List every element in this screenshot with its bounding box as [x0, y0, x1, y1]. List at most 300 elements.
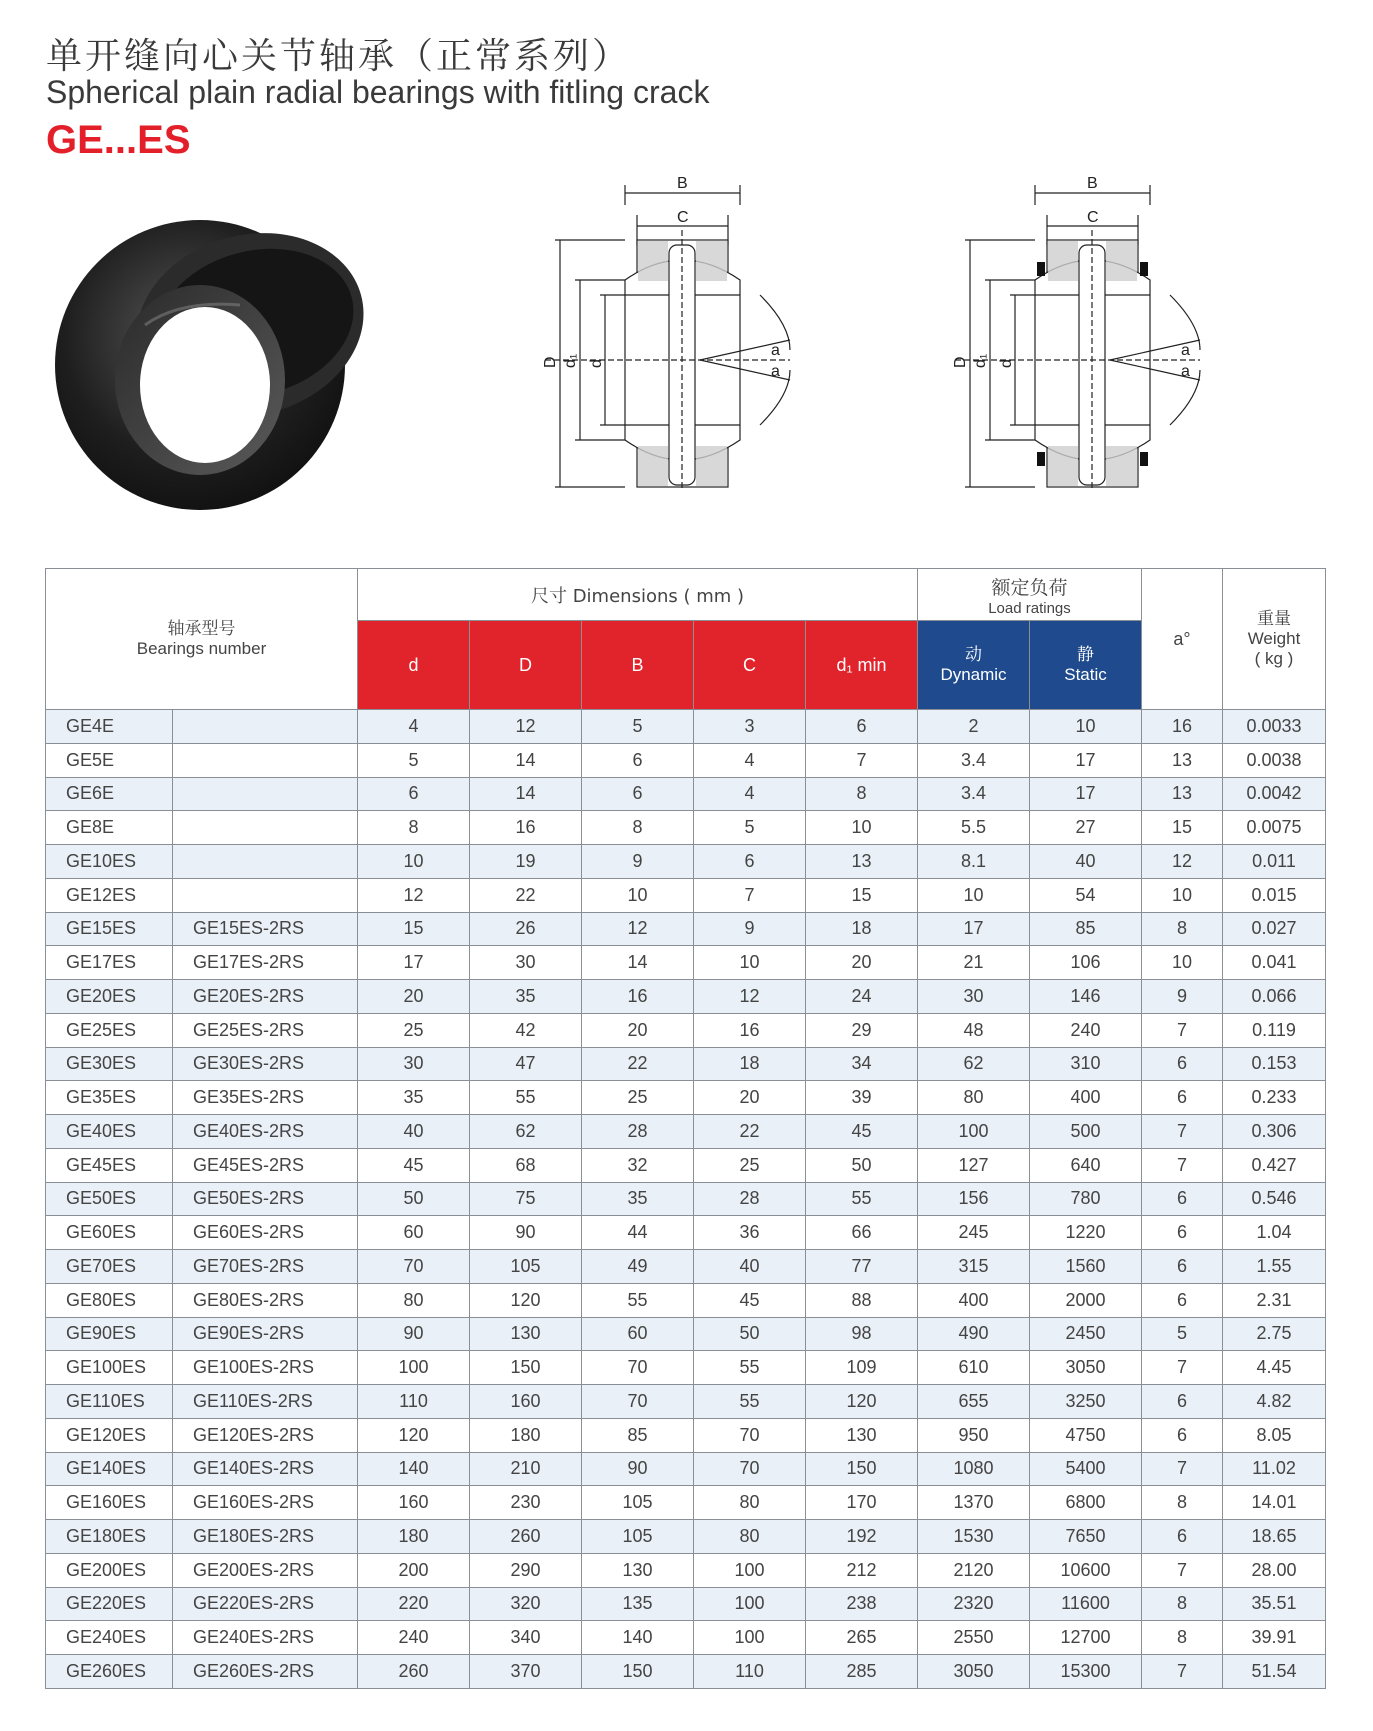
- cell-angle: 9: [1142, 980, 1223, 1014]
- table-row: [46, 710, 1326, 744]
- table-row: [46, 1250, 1326, 1284]
- cell-bearing-number: GE260ES: [46, 1655, 173, 1689]
- load-ratings-header: [918, 569, 1142, 621]
- table-row: [46, 980, 1326, 1014]
- cell-dynamic-load: 3.4: [918, 777, 1030, 811]
- cell-angle: 7: [1142, 1553, 1223, 1587]
- cell-dynamic-load: 17: [918, 912, 1030, 946]
- cell-D: 42: [470, 1013, 582, 1047]
- cell-D: 14: [470, 743, 582, 777]
- cell-C: 7: [694, 878, 806, 912]
- cell-d: 6: [358, 777, 470, 811]
- cell-bearing-number: GE20ES: [46, 980, 173, 1014]
- cell-angle: 6: [1142, 1182, 1223, 1216]
- cell-D: 210: [470, 1452, 582, 1486]
- cell-static-load: 400: [1030, 1081, 1142, 1115]
- cell-bearing-number: GE100ES: [46, 1351, 173, 1385]
- cell-weight: 8.05: [1223, 1418, 1326, 1452]
- cell-bearing-number: GE35ES: [46, 1081, 173, 1115]
- cell-angle: 15: [1142, 811, 1223, 845]
- table-row: [46, 1182, 1326, 1216]
- cell-C: 40: [694, 1250, 806, 1284]
- cell-D: 180: [470, 1418, 582, 1452]
- cell-D: 22: [470, 878, 582, 912]
- cell-d1-min: 29: [806, 1013, 918, 1047]
- cell-C: 5: [694, 811, 806, 845]
- cell-dynamic-load: 315: [918, 1250, 1030, 1284]
- cell-D: 320: [470, 1587, 582, 1621]
- cell-static-load: 7650: [1030, 1520, 1142, 1554]
- cell-C: 9: [694, 912, 806, 946]
- cell-C: 22: [694, 1115, 806, 1149]
- cell-bearing-number-2rs: GE70ES-2RS: [173, 1250, 358, 1284]
- cell-weight: 14.01: [1223, 1486, 1326, 1520]
- cell-D: 16: [470, 811, 582, 845]
- cell-d1-min: 120: [806, 1385, 918, 1419]
- cell-weight: 0.119: [1223, 1013, 1326, 1047]
- table-row: [46, 743, 1326, 777]
- cell-C: 18: [694, 1047, 806, 1081]
- static-cn: 静: [1077, 645, 1094, 665]
- cell-dynamic-load: 48: [918, 1013, 1030, 1047]
- cell-D: 230: [470, 1486, 582, 1520]
- cell-bearing-number: GE40ES: [46, 1115, 173, 1149]
- cell-bearing-number-2rs: GE35ES-2RS: [173, 1081, 358, 1115]
- cell-C: 45: [694, 1283, 806, 1317]
- cell-angle: 6: [1142, 1081, 1223, 1115]
- cell-B: 70: [582, 1351, 694, 1385]
- table-row: [46, 1013, 1326, 1047]
- table-row: [46, 1047, 1326, 1081]
- cell-angle: 6: [1142, 1520, 1223, 1554]
- cell-bearing-number-2rs: GE30ES-2RS: [173, 1047, 358, 1081]
- cell-d1-min: 15: [806, 878, 918, 912]
- cell-C: 3: [694, 710, 806, 744]
- cell-B: 6: [582, 743, 694, 777]
- cell-angle: 10: [1142, 878, 1223, 912]
- cell-B: 25: [582, 1081, 694, 1115]
- cell-d1-min: 212: [806, 1553, 918, 1587]
- cell-angle: 5: [1142, 1317, 1223, 1351]
- dynamic-cn: 动: [965, 645, 982, 665]
- cell-C: 55: [694, 1385, 806, 1419]
- cell-weight: 0.546: [1223, 1182, 1326, 1216]
- cell-angle: 8: [1142, 1486, 1223, 1520]
- cell-static-load: 1220: [1030, 1216, 1142, 1250]
- cell-d1-min: 8: [806, 777, 918, 811]
- bearing-photo: [50, 205, 370, 515]
- col-D: D: [470, 621, 582, 710]
- table-row: [46, 1520, 1326, 1554]
- cell-bearing-number-2rs: GE120ES-2RS: [173, 1418, 358, 1452]
- cell-dynamic-load: 2550: [918, 1621, 1030, 1655]
- col-dynamic: [918, 621, 1030, 710]
- cell-d: 50: [358, 1182, 470, 1216]
- cell-bearing-number-2rs: GE140ES-2RS: [173, 1452, 358, 1486]
- cell-d1-min: 265: [806, 1621, 918, 1655]
- cell-d: 160: [358, 1486, 470, 1520]
- label-C: C: [1087, 209, 1099, 226]
- cell-d1-min: 50: [806, 1148, 918, 1182]
- cell-weight: 51.54: [1223, 1655, 1326, 1689]
- cell-D: 150: [470, 1351, 582, 1385]
- cell-d1-min: 18: [806, 912, 918, 946]
- cell-bearing-number-2rs: GE45ES-2RS: [173, 1148, 358, 1182]
- table-row: [46, 1216, 1326, 1250]
- cell-static-load: 3250: [1030, 1385, 1142, 1419]
- cell-C: 16: [694, 1013, 806, 1047]
- cell-D: 370: [470, 1655, 582, 1689]
- cell-dynamic-load: 610: [918, 1351, 1030, 1385]
- cell-d1-min: 39: [806, 1081, 918, 1115]
- cell-weight: 0.066: [1223, 980, 1326, 1014]
- cell-static-load: 4750: [1030, 1418, 1142, 1452]
- cell-d: 12: [358, 878, 470, 912]
- cell-C: 4: [694, 777, 806, 811]
- cell-d1-min: 77: [806, 1250, 918, 1284]
- table-row: [46, 912, 1326, 946]
- cell-dynamic-load: 3050: [918, 1655, 1030, 1689]
- bearing-number-cn: 轴承型号: [167, 619, 236, 639]
- cell-C: 70: [694, 1452, 806, 1486]
- cell-static-load: 2450: [1030, 1317, 1142, 1351]
- cell-d1-min: 238: [806, 1587, 918, 1621]
- cell-bearing-number: GE8E: [46, 811, 173, 845]
- cell-static-load: 17: [1030, 743, 1142, 777]
- cell-weight: 0.027: [1223, 912, 1326, 946]
- cell-d: 15: [358, 912, 470, 946]
- cell-static-load: 500: [1030, 1115, 1142, 1149]
- angle-header: a°: [1142, 569, 1223, 710]
- cell-bearing-number-2rs: GE20ES-2RS: [173, 980, 358, 1014]
- cell-C: 100: [694, 1587, 806, 1621]
- cell-d: 110: [358, 1385, 470, 1419]
- table-row: [46, 1486, 1326, 1520]
- cell-dynamic-load: 100: [918, 1115, 1030, 1149]
- cell-weight: 0.0075: [1223, 811, 1326, 845]
- cell-D: 68: [470, 1148, 582, 1182]
- cell-bearing-number: GE25ES: [46, 1013, 173, 1047]
- cell-static-load: 310: [1030, 1047, 1142, 1081]
- cell-angle: 7: [1142, 1115, 1223, 1149]
- cell-dynamic-load: 62: [918, 1047, 1030, 1081]
- cell-bearing-number-2rs: GE50ES-2RS: [173, 1182, 358, 1216]
- cell-weight: 18.65: [1223, 1520, 1326, 1554]
- cell-d1-min: 109: [806, 1351, 918, 1385]
- table-row: [46, 1115, 1326, 1149]
- label-d1: d₁: [972, 353, 989, 368]
- cell-bearing-number: GE200ES: [46, 1553, 173, 1587]
- cell-D: 120: [470, 1283, 582, 1317]
- cell-B: 8: [582, 811, 694, 845]
- col-B: B: [582, 621, 694, 710]
- cell-B: 105: [582, 1486, 694, 1520]
- cell-static-load: 40: [1030, 845, 1142, 879]
- cell-bearing-number: GE50ES: [46, 1182, 173, 1216]
- cell-weight: 2.31: [1223, 1283, 1326, 1317]
- cell-B: 49: [582, 1250, 694, 1284]
- cell-B: 140: [582, 1621, 694, 1655]
- cell-d1-min: 45: [806, 1115, 918, 1149]
- cell-D: 26: [470, 912, 582, 946]
- cell-dynamic-load: 1530: [918, 1520, 1030, 1554]
- table-row: [46, 811, 1326, 845]
- cell-static-load: 6800: [1030, 1486, 1142, 1520]
- cell-static-load: 640: [1030, 1148, 1142, 1182]
- col-C: C: [694, 621, 806, 710]
- cell-bearing-number-2rs: GE60ES-2RS: [173, 1216, 358, 1250]
- bearing-number-en: Bearings number: [136, 639, 267, 658]
- cell-d: 80: [358, 1283, 470, 1317]
- table-row: [46, 1452, 1326, 1486]
- cell-dynamic-load: 490: [918, 1317, 1030, 1351]
- cell-d: 140: [358, 1452, 470, 1486]
- cell-dynamic-load: 2: [918, 710, 1030, 744]
- cell-bearing-number-2rs: [173, 777, 358, 811]
- cell-B: 22: [582, 1047, 694, 1081]
- cell-d: 120: [358, 1418, 470, 1452]
- cell-weight: 0.306: [1223, 1115, 1326, 1149]
- cell-angle: 6: [1142, 1385, 1223, 1419]
- cell-bearing-number: GE220ES: [46, 1587, 173, 1621]
- cell-bearing-number: GE15ES: [46, 912, 173, 946]
- label-C: C: [677, 209, 689, 226]
- label-B: B: [677, 175, 688, 192]
- cell-bearing-number-2rs: GE17ES-2RS: [173, 946, 358, 980]
- cell-d: 4: [358, 710, 470, 744]
- label-a-lower: a: [1181, 363, 1190, 380]
- cell-d1-min: 150: [806, 1452, 918, 1486]
- cell-static-load: 240: [1030, 1013, 1142, 1047]
- cell-dynamic-load: 30: [918, 980, 1030, 1014]
- cell-d: 8: [358, 811, 470, 845]
- cell-weight: 4.45: [1223, 1351, 1326, 1385]
- cell-C: 100: [694, 1621, 806, 1655]
- cell-weight: 11.02: [1223, 1452, 1326, 1486]
- cell-bearing-number: GE70ES: [46, 1250, 173, 1284]
- cell-bearing-number: GE120ES: [46, 1418, 173, 1452]
- cell-bearing-number: GE30ES: [46, 1047, 173, 1081]
- cell-D: 12: [470, 710, 582, 744]
- load-ratings-en: Load ratings: [988, 599, 1071, 617]
- static-en: Static: [1064, 665, 1107, 684]
- cell-bearing-number-2rs: GE220ES-2RS: [173, 1587, 358, 1621]
- cell-bearing-number-2rs: GE90ES-2RS: [173, 1317, 358, 1351]
- cell-B: 60: [582, 1317, 694, 1351]
- cell-d1-min: 88: [806, 1283, 918, 1317]
- cell-d: 100: [358, 1351, 470, 1385]
- bearing-number-header: [46, 569, 358, 710]
- cell-B: 16: [582, 980, 694, 1014]
- cell-angle: 7: [1142, 1452, 1223, 1486]
- cell-bearing-number: GE4E: [46, 710, 173, 744]
- cell-d: 25: [358, 1013, 470, 1047]
- cell-angle: 7: [1142, 1655, 1223, 1689]
- cell-D: 47: [470, 1047, 582, 1081]
- cell-angle: 7: [1142, 1013, 1223, 1047]
- cell-angle: 7: [1142, 1351, 1223, 1385]
- cell-B: 85: [582, 1418, 694, 1452]
- cell-dynamic-load: 245: [918, 1216, 1030, 1250]
- model-series: GE...ES: [46, 118, 191, 162]
- cell-d1-min: 7: [806, 743, 918, 777]
- cell-d1-min: 130: [806, 1418, 918, 1452]
- cell-dynamic-load: 400: [918, 1283, 1030, 1317]
- cell-D: 90: [470, 1216, 582, 1250]
- cell-bearing-number: GE12ES: [46, 878, 173, 912]
- cell-weight: 35.51: [1223, 1587, 1326, 1621]
- cell-d1-min: 34: [806, 1047, 918, 1081]
- cell-angle: 8: [1142, 912, 1223, 946]
- cell-B: 105: [582, 1520, 694, 1554]
- cell-B: 135: [582, 1587, 694, 1621]
- cell-weight: 0.015: [1223, 878, 1326, 912]
- cell-bearing-number: GE110ES: [46, 1385, 173, 1419]
- cell-C: 50: [694, 1317, 806, 1351]
- table-row: [46, 1587, 1326, 1621]
- cell-dynamic-load: 3.4: [918, 743, 1030, 777]
- cell-d1-min: 10: [806, 811, 918, 845]
- cell-B: 150: [582, 1655, 694, 1689]
- cell-C: 25: [694, 1148, 806, 1182]
- cell-angle: 13: [1142, 743, 1223, 777]
- dimensions-header: 尺寸 Dimensions ( mm ): [358, 569, 918, 621]
- cell-B: 44: [582, 1216, 694, 1250]
- cell-bearing-number: GE6E: [46, 777, 173, 811]
- cell-B: 6: [582, 777, 694, 811]
- label-d: d: [998, 359, 1015, 368]
- cell-B: 14: [582, 946, 694, 980]
- cell-static-load: 85: [1030, 912, 1142, 946]
- cell-D: 290: [470, 1553, 582, 1587]
- cross-section-diagram: [542, 175, 885, 540]
- dynamic-en: Dynamic: [940, 665, 1007, 684]
- cell-D: 260: [470, 1520, 582, 1554]
- weight-en: Weight: [1247, 629, 1301, 648]
- cell-weight: 1.55: [1223, 1250, 1326, 1284]
- table-row: [46, 1283, 1326, 1317]
- table-row: [46, 1621, 1326, 1655]
- cell-d1-min: 170: [806, 1486, 918, 1520]
- cell-static-load: 1560: [1030, 1250, 1142, 1284]
- cell-static-load: 17: [1030, 777, 1142, 811]
- table-row: [46, 1317, 1326, 1351]
- label-D: D: [952, 356, 969, 368]
- cell-bearing-number-2rs: GE40ES-2RS: [173, 1115, 358, 1149]
- load-ratings-cn: 额定负荷: [991, 576, 1068, 599]
- cell-bearing-number-2rs: GE240ES-2RS: [173, 1621, 358, 1655]
- cell-B: 9: [582, 845, 694, 879]
- cell-static-load: 780: [1030, 1182, 1142, 1216]
- cell-weight: 0.0038: [1223, 743, 1326, 777]
- cell-B: 32: [582, 1148, 694, 1182]
- table-row: [46, 1351, 1326, 1385]
- cell-d: 10: [358, 845, 470, 879]
- cell-weight: 1.04: [1223, 1216, 1326, 1250]
- cell-d1-min: 55: [806, 1182, 918, 1216]
- cell-bearing-number: GE5E: [46, 743, 173, 777]
- cell-D: 55: [470, 1081, 582, 1115]
- cell-d: 35: [358, 1081, 470, 1115]
- cell-B: 55: [582, 1283, 694, 1317]
- cell-bearing-number-2rs: GE260ES-2RS: [173, 1655, 358, 1689]
- cell-d1-min: 13: [806, 845, 918, 879]
- cell-dynamic-load: 156: [918, 1182, 1030, 1216]
- weight-unit: ( kg ): [1254, 649, 1294, 668]
- spec-table-body: [46, 710, 1326, 1689]
- col-static: [1030, 621, 1142, 710]
- cell-C: 100: [694, 1553, 806, 1587]
- cell-bearing-number-2rs: GE200ES-2RS: [173, 1553, 358, 1587]
- cell-bearing-number-2rs: [173, 743, 358, 777]
- label-B: B: [1087, 175, 1098, 192]
- cell-static-load: 11600: [1030, 1587, 1142, 1621]
- cell-C: 80: [694, 1486, 806, 1520]
- cell-d: 260: [358, 1655, 470, 1689]
- cell-bearing-number-2rs: GE160ES-2RS: [173, 1486, 358, 1520]
- cell-D: 62: [470, 1115, 582, 1149]
- cell-bearing-number-2rs: GE15ES-2RS: [173, 912, 358, 946]
- cell-bearing-number: GE140ES: [46, 1452, 173, 1486]
- cell-bearing-number-2rs: GE180ES-2RS: [173, 1520, 358, 1554]
- cell-angle: 8: [1142, 1587, 1223, 1621]
- cell-static-load: 3050: [1030, 1351, 1142, 1385]
- cell-weight: 0.0033: [1223, 710, 1326, 744]
- cell-d: 5: [358, 743, 470, 777]
- cell-d: 30: [358, 1047, 470, 1081]
- cell-d1-min: 192: [806, 1520, 918, 1554]
- cell-C: 12: [694, 980, 806, 1014]
- table-row: [46, 1655, 1326, 1689]
- cell-B: 70: [582, 1385, 694, 1419]
- cell-bearing-number: GE60ES: [46, 1216, 173, 1250]
- cell-static-load: 10600: [1030, 1553, 1142, 1587]
- cell-D: 105: [470, 1250, 582, 1284]
- cell-bearing-number: GE10ES: [46, 845, 173, 879]
- cell-C: 70: [694, 1418, 806, 1452]
- table-row: [46, 878, 1326, 912]
- cell-C: 6: [694, 845, 806, 879]
- weight-cn: 重量: [1257, 609, 1291, 629]
- cell-bearing-number: GE180ES: [46, 1520, 173, 1554]
- cell-B: 35: [582, 1182, 694, 1216]
- cell-weight: 0.0042: [1223, 777, 1326, 811]
- cell-angle: 6: [1142, 1250, 1223, 1284]
- cell-bearing-number-2rs: GE25ES-2RS: [173, 1013, 358, 1047]
- cell-angle: 6: [1142, 1418, 1223, 1452]
- cell-weight: 0.427: [1223, 1148, 1326, 1182]
- cell-static-load: 10: [1030, 710, 1142, 744]
- cell-dynamic-load: 2120: [918, 1553, 1030, 1587]
- cell-d: 70: [358, 1250, 470, 1284]
- cell-C: 20: [694, 1081, 806, 1115]
- cell-C: 28: [694, 1182, 806, 1216]
- cell-static-load: 5400: [1030, 1452, 1142, 1486]
- table-row: [46, 845, 1326, 879]
- page-title-en: Spherical plain radial bearings with fitling crack: [46, 74, 710, 110]
- table-row: [46, 1148, 1326, 1182]
- cell-d1-min: 98: [806, 1317, 918, 1351]
- cell-weight: 39.91: [1223, 1621, 1326, 1655]
- cell-bearing-number: GE160ES: [46, 1486, 173, 1520]
- cell-bearing-number: GE17ES: [46, 946, 173, 980]
- cell-d: 40: [358, 1115, 470, 1149]
- cell-bearing-number: GE80ES: [46, 1283, 173, 1317]
- cell-d: 240: [358, 1621, 470, 1655]
- cell-d: 180: [358, 1520, 470, 1554]
- cell-d: 17: [358, 946, 470, 980]
- cell-weight: 0.041: [1223, 946, 1326, 980]
